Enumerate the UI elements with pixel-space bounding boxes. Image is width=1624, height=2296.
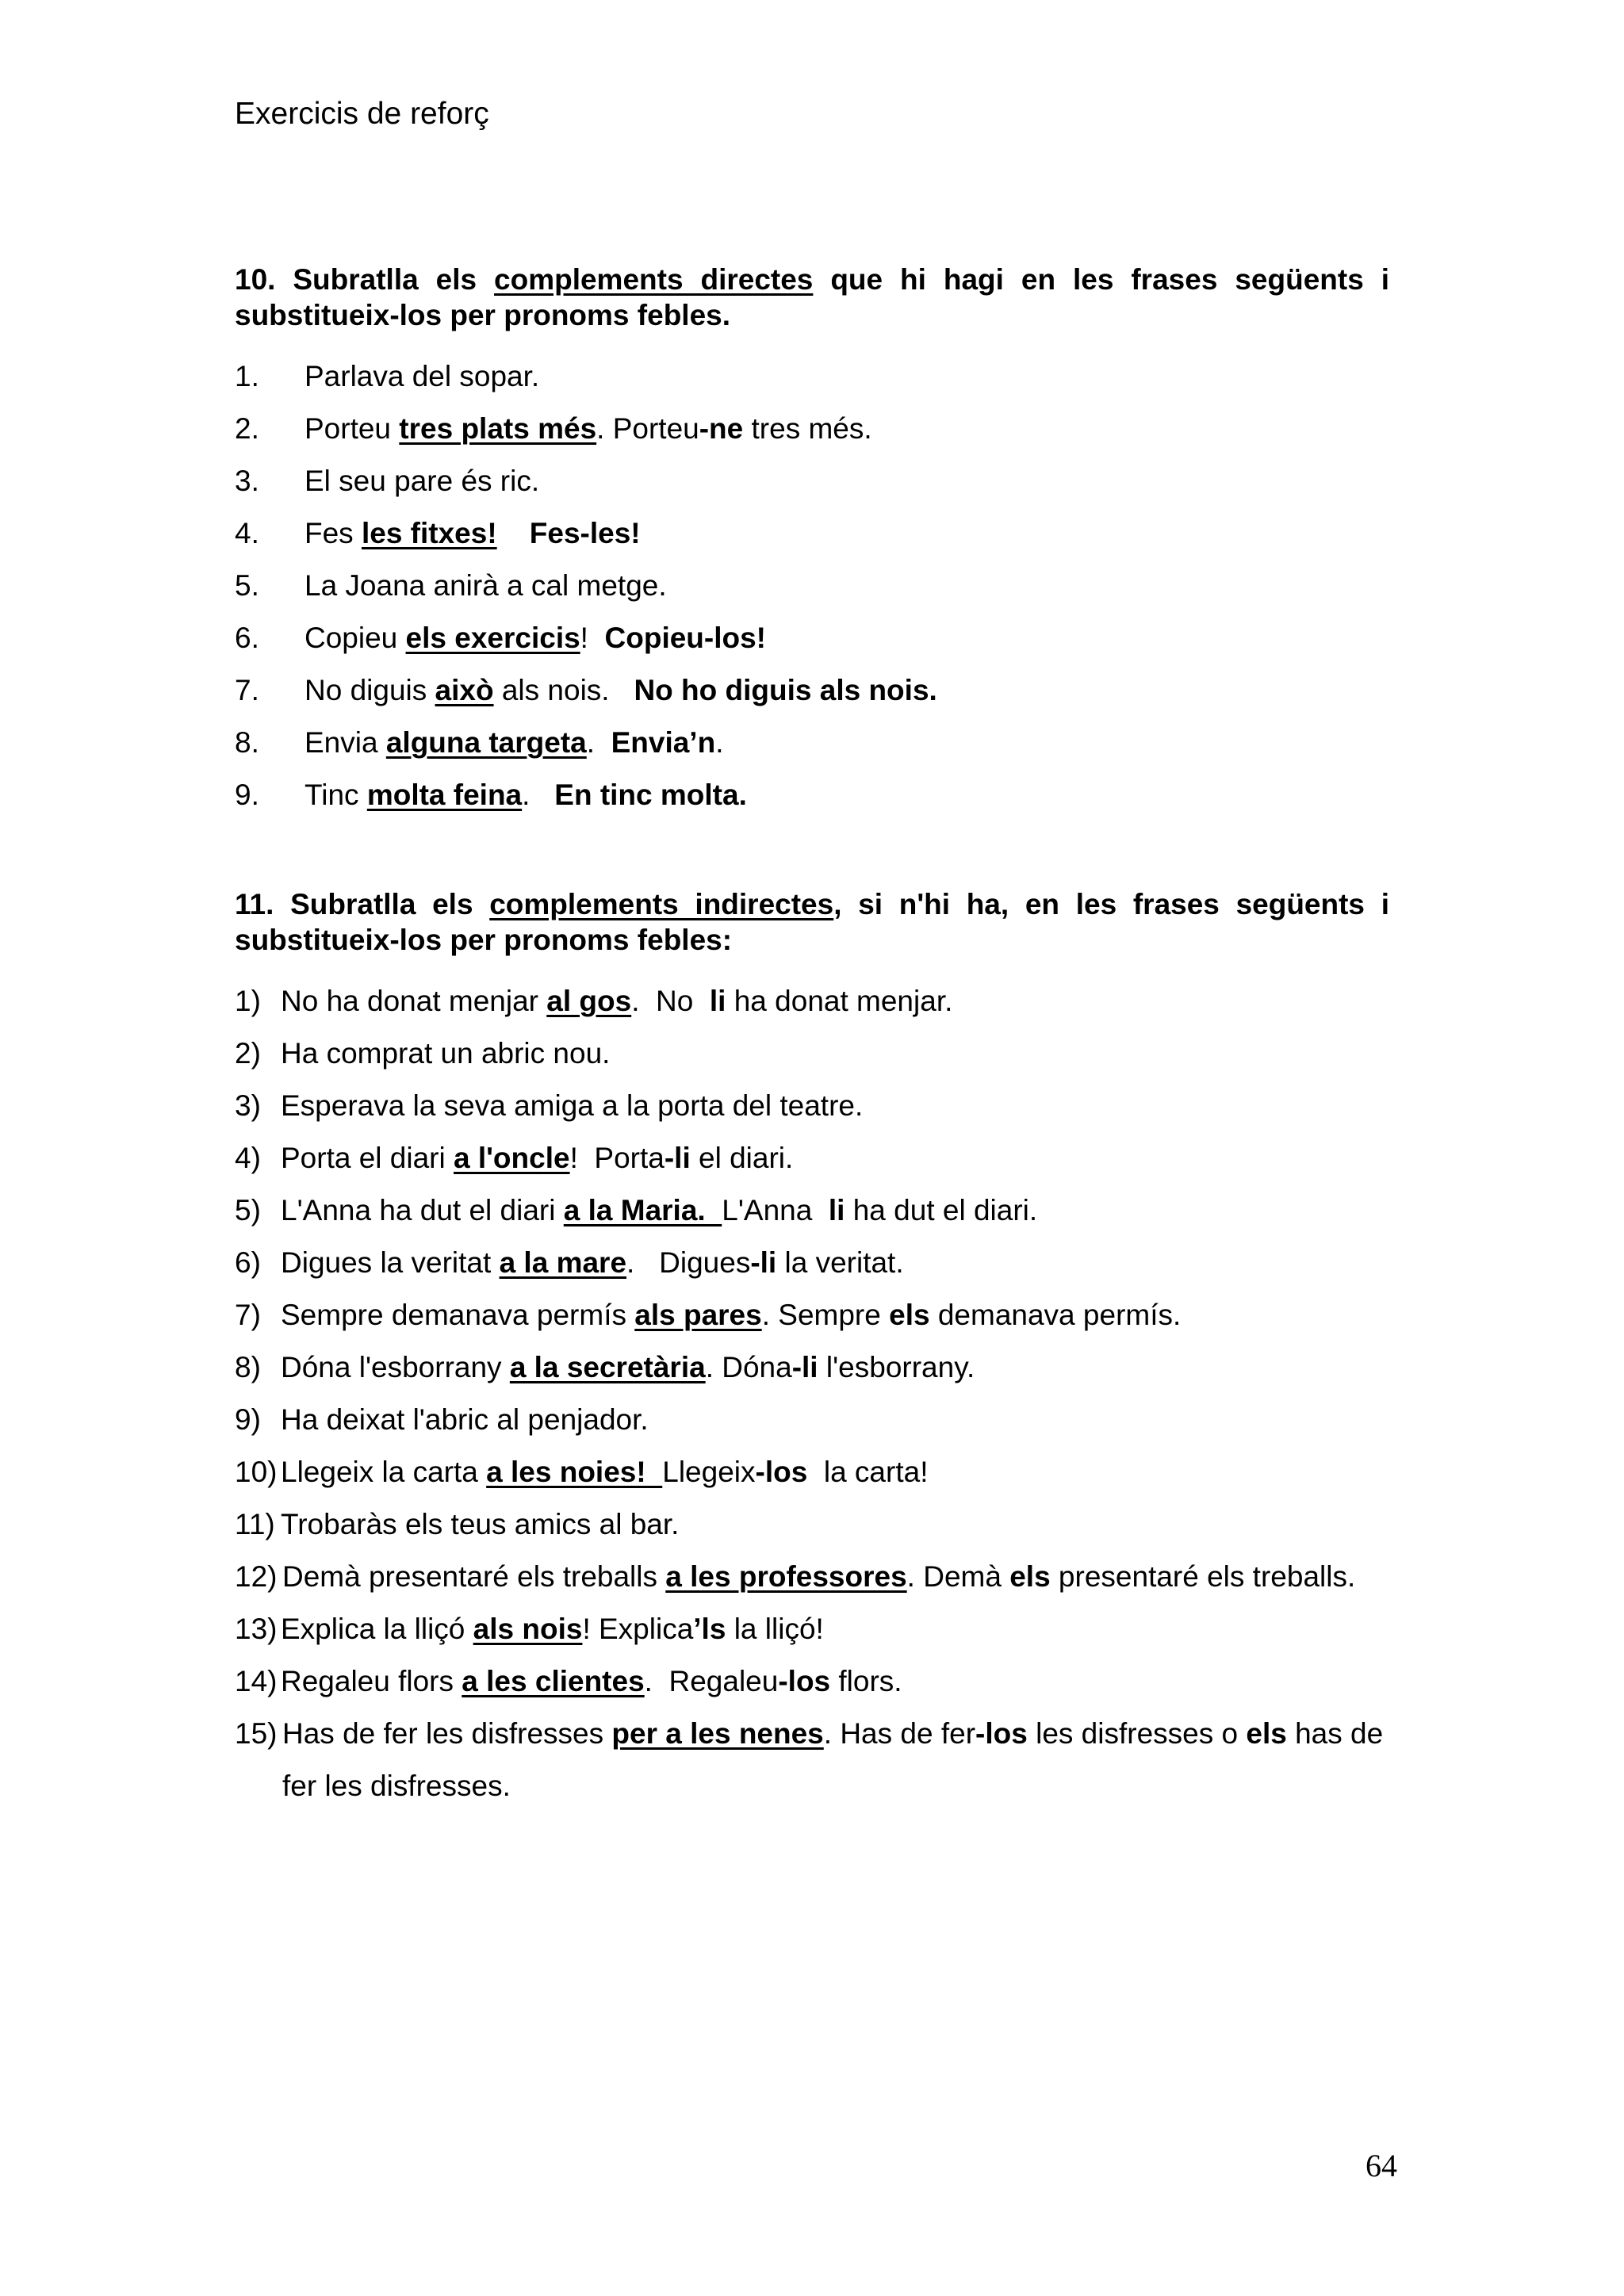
- text-segment: . Digues: [626, 1246, 751, 1279]
- bold-pronoun: -ne: [699, 412, 744, 445]
- item-text: [304, 507, 641, 560]
- list-item: [235, 1446, 1389, 1498]
- item-number: 7): [235, 1299, 261, 1331]
- item-number: 4.: [235, 517, 259, 549]
- list-item: [235, 1027, 1389, 1080]
- item-number: 6.: [235, 622, 259, 654]
- item-text: [304, 403, 872, 455]
- text-segment: flors.: [830, 1665, 902, 1697]
- item-text: [281, 1132, 793, 1184]
- underlined-complement: a la mare: [499, 1246, 627, 1279]
- list-item: [235, 612, 1389, 664]
- text-segment: tres més.: [743, 412, 872, 445]
- item-text: [281, 1655, 902, 1708]
- item-number: 3.: [235, 465, 259, 497]
- bold-pronoun: els: [1009, 1560, 1051, 1593]
- item-text: [281, 975, 952, 1027]
- list-item: [235, 717, 1389, 769]
- list-item: [235, 1551, 1389, 1603]
- title-text: 11. Subratlla els: [235, 888, 490, 920]
- text-segment: . Sempre: [761, 1299, 890, 1331]
- text-segment: Demà presentaré els treballs: [282, 1560, 666, 1593]
- list-item: [235, 1289, 1389, 1341]
- text-segment: Explica la lliçó: [281, 1613, 473, 1645]
- item-text: [281, 1603, 824, 1655]
- item-text: [281, 1237, 904, 1289]
- item-number: 8): [235, 1351, 261, 1383]
- text-segment: !: [580, 622, 605, 654]
- list-item: [235, 350, 1389, 403]
- list-item: [235, 507, 1389, 560]
- text-segment: .: [715, 726, 724, 759]
- bold-pronoun: els: [889, 1299, 930, 1331]
- bold-pronoun: Fes-les!: [529, 517, 641, 549]
- bold-pronoun: els: [1246, 1717, 1287, 1750]
- exercise-10-title: [235, 262, 1389, 333]
- item-number: 3): [235, 1089, 261, 1122]
- exercise-10: [235, 262, 1389, 821]
- text-segment: ! Explica: [582, 1613, 694, 1645]
- item-number: 2): [235, 1037, 261, 1070]
- text-segment: ha dut el diari.: [845, 1194, 1038, 1226]
- list-item: [235, 1394, 1389, 1446]
- bold-pronoun: li: [828, 1194, 845, 1226]
- list-item: [235, 664, 1389, 717]
- underlined-complement: als pares: [634, 1299, 762, 1331]
- underlined-complement: a les clientes: [462, 1665, 645, 1697]
- text-segment: Has de fer les disfresses: [282, 1717, 612, 1750]
- text-segment: la veritat.: [776, 1246, 904, 1279]
- text-segment: L'Anna: [722, 1194, 829, 1226]
- title-underlined: complements directes: [494, 263, 814, 296]
- text-segment: Ha comprat un abric nou.: [281, 1037, 611, 1070]
- text-segment: als nois.: [493, 674, 634, 706]
- item-text: [281, 1498, 679, 1551]
- underlined-complement: a les noies!: [486, 1456, 663, 1488]
- item-number: 12): [235, 1560, 278, 1593]
- bold-pronoun: -li: [664, 1142, 691, 1174]
- text-segment: Ha deixat l'abric al penjador.: [281, 1403, 649, 1436]
- text-segment: Porteu: [304, 412, 400, 445]
- text-segment: L'Anna ha dut el diari: [281, 1194, 564, 1226]
- text-segment: Llegeix: [662, 1456, 756, 1488]
- item-text: [304, 455, 539, 507]
- underlined-complement: al gos: [546, 985, 632, 1017]
- exercise-11-list: [235, 975, 1392, 1812]
- underlined-complement: als nois: [473, 1613, 583, 1645]
- item-text: [281, 1080, 863, 1132]
- item-number: 10): [235, 1456, 278, 1488]
- item-number: 1): [235, 985, 261, 1017]
- list-item: [235, 1132, 1389, 1184]
- underlined-complement: a les professores: [665, 1560, 907, 1593]
- item-text: [304, 717, 723, 769]
- list-item: [235, 1498, 1389, 1551]
- text-segment: Parlava del sopar.: [304, 360, 540, 392]
- title-text: 10. Subratlla els: [235, 263, 495, 296]
- item-number: 13): [235, 1613, 278, 1645]
- item-text: [304, 560, 667, 612]
- underlined-complement: els exercicis: [405, 622, 580, 654]
- bold-pronoun: -los: [975, 1717, 1028, 1750]
- list-item: [235, 1237, 1389, 1289]
- bold-pronoun: li: [709, 985, 726, 1017]
- list-item: [235, 769, 1389, 821]
- underlined-complement: a l'oncle: [454, 1142, 570, 1174]
- item-number: 1.: [235, 360, 259, 392]
- text-segment: Dóna l'esborrany: [281, 1351, 510, 1383]
- text-segment: Tinc: [304, 779, 367, 811]
- item-number: 9): [235, 1403, 261, 1436]
- exercise-11: [235, 886, 1392, 1812]
- text-segment: la lliçó!: [726, 1613, 824, 1645]
- item-number: 14): [235, 1665, 278, 1697]
- text-segment: [497, 517, 530, 549]
- bold-pronoun: En tinc molta.: [554, 779, 747, 811]
- list-item: [235, 1708, 1392, 1812]
- text-segment: l'esborrany.: [818, 1351, 975, 1383]
- title-text: , si n'hi ha, en les frases següents i substitueix-los per pronoms febles:: [235, 888, 1389, 956]
- bold-pronoun: -los: [755, 1456, 808, 1488]
- item-number: 8.: [235, 726, 259, 759]
- exercise-10-list: [235, 350, 1389, 821]
- text-segment: ! Porta: [569, 1142, 665, 1174]
- item-text: [281, 1341, 975, 1394]
- item-number: 11): [235, 1508, 275, 1540]
- text-segment: Digues la veritat: [281, 1246, 500, 1279]
- title-underlined: complements indirectes: [489, 888, 834, 920]
- text-segment: .: [586, 726, 611, 759]
- item-text: [235, 1708, 1392, 1812]
- text-segment: Copieu: [304, 622, 406, 654]
- page-header: Exercicis de reforç: [235, 97, 489, 131]
- text-segment: No diguis: [304, 674, 435, 706]
- item-number: 2.: [235, 412, 259, 445]
- underlined-complement: això: [435, 674, 494, 706]
- text-segment: el diari.: [690, 1142, 794, 1174]
- list-item: [235, 1603, 1389, 1655]
- item-text: [281, 1394, 649, 1446]
- text-segment: Trobaràs els teus amics al bar.: [281, 1508, 680, 1540]
- text-segment: . Has de fer: [823, 1717, 976, 1750]
- item-text: [281, 1289, 1181, 1341]
- text-segment: . Porteu: [596, 412, 699, 445]
- bold-pronoun: -li: [791, 1351, 818, 1383]
- text-segment: .: [522, 779, 555, 811]
- bold-pronoun: Copieu-los!: [604, 622, 766, 654]
- underlined-complement: a la secretària: [509, 1351, 706, 1383]
- item-number: 4): [235, 1142, 261, 1174]
- item-text: [304, 350, 539, 403]
- item-number: 9.: [235, 779, 259, 811]
- text-segment: la carta!: [807, 1456, 929, 1488]
- text-segment: Esperava la seva amiga a la porta del teatre.: [281, 1089, 864, 1122]
- item-text: [304, 612, 766, 664]
- item-text: [281, 1027, 610, 1080]
- text-segment: Porta el diari: [281, 1142, 454, 1174]
- underlined-complement: molta feina: [366, 779, 523, 811]
- text-segment: . Demà: [906, 1560, 1010, 1593]
- item-text: [281, 1184, 1037, 1237]
- page-number: 64: [1365, 2148, 1397, 2183]
- bold-pronoun: ’ls: [693, 1613, 726, 1645]
- underlined-complement: alguna targeta: [385, 726, 587, 759]
- text-segment: presentaré els treballs.: [1050, 1560, 1356, 1593]
- bold-pronoun: -los: [778, 1665, 831, 1697]
- title-text: que hi hagi en les frases següents i substitueix-los per pronoms febles.: [235, 263, 1389, 331]
- text-segment: Sempre demanava permís: [281, 1299, 635, 1331]
- bold-pronoun: -li: [750, 1246, 777, 1279]
- list-item: [235, 1184, 1389, 1237]
- item-text: [304, 769, 747, 821]
- text-segment: . Dóna: [705, 1351, 792, 1383]
- text-segment: Regaleu flors: [281, 1665, 462, 1697]
- item-number: 5.: [235, 569, 259, 602]
- list-item: [235, 455, 1389, 507]
- item-number: 6): [235, 1246, 261, 1279]
- underlined-complement: per a les nenes: [611, 1717, 824, 1750]
- list-item: [235, 1341, 1389, 1394]
- list-item: [235, 403, 1389, 455]
- item-text: [235, 1551, 1389, 1603]
- item-number: 15): [235, 1717, 278, 1750]
- item-number: 7.: [235, 674, 259, 706]
- text-segment: demanava permís.: [929, 1299, 1182, 1331]
- text-segment: Envia: [304, 726, 386, 759]
- exercise-11-title: [235, 886, 1389, 958]
- text-segment: ha donat menjar.: [726, 985, 953, 1017]
- text-segment: El seu pare és ric.: [304, 465, 540, 497]
- item-text: [281, 1446, 928, 1498]
- text-segment: . Regaleu: [644, 1665, 779, 1697]
- bold-pronoun: Envia’n: [611, 726, 716, 759]
- list-item: [235, 1655, 1389, 1708]
- list-item: [235, 1080, 1389, 1132]
- underlined-complement: les fitxes!: [361, 517, 497, 549]
- bold-pronoun: No ho diguis als nois.: [634, 674, 937, 706]
- text-segment: . No: [631, 985, 710, 1017]
- item-text: [304, 664, 937, 717]
- text-segment: Fes: [304, 517, 362, 549]
- text-segment: has de fer les disfresses.: [282, 1717, 1392, 1802]
- item-number: 5): [235, 1194, 261, 1226]
- text-segment: No ha donat menjar: [281, 985, 547, 1017]
- list-item: [235, 975, 1389, 1027]
- underlined-complement: a la Maria.: [563, 1194, 722, 1226]
- text-segment: La Joana anirà a cal metge.: [304, 569, 667, 602]
- list-item: [235, 560, 1389, 612]
- text-segment: Llegeix la carta: [281, 1456, 487, 1488]
- text-segment: les disfresses o: [1027, 1717, 1247, 1750]
- underlined-complement: tres plats més: [399, 412, 597, 445]
